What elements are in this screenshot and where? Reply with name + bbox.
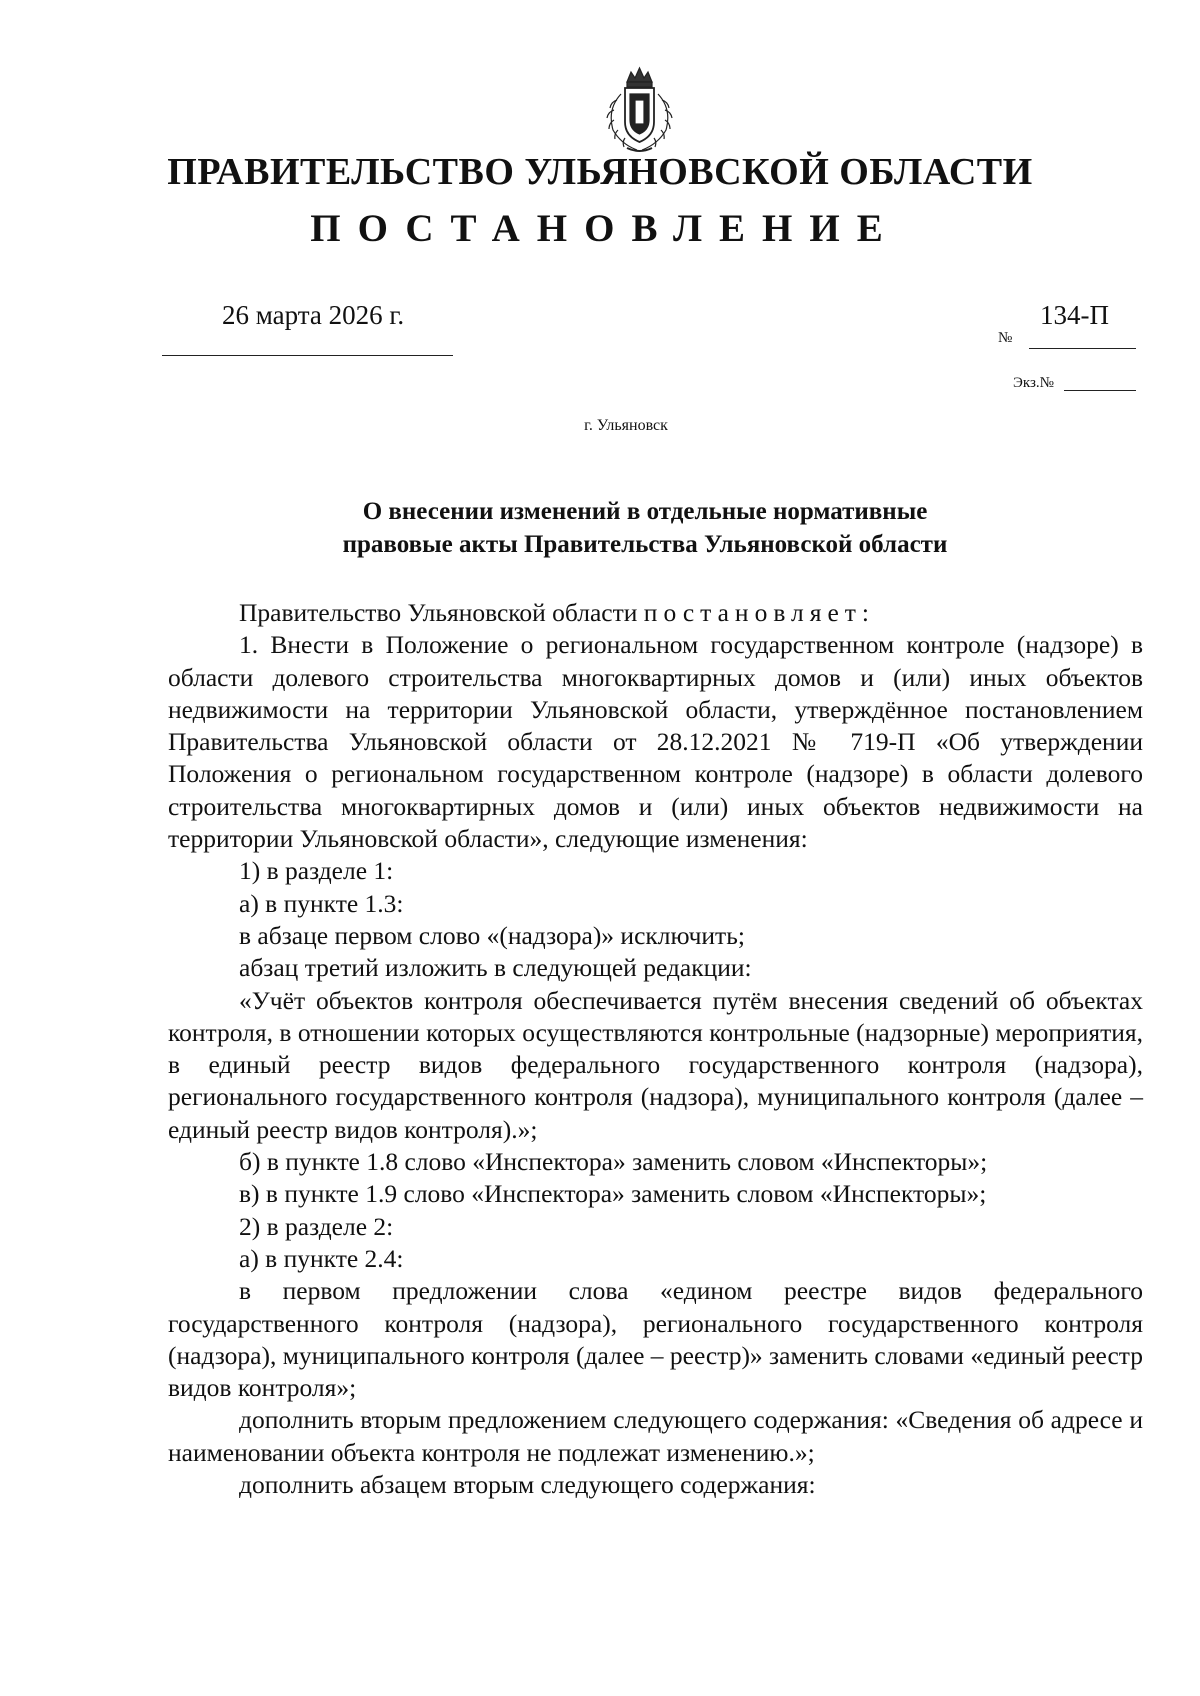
first-sentence-change: в первом предложении слова «едином реестре видов федерального государственного контроля (надзора), регионального государственного контроля (надзора), муниципального контроля (далее – реестр)» заменить словами «единый реестр видов контроля»;: [168, 1276, 1144, 1403]
add-second-paragraph: дополнить абзацем вторым следующего содержания:: [239, 1470, 816, 1500]
document-title: [270, 495, 1020, 561]
document-date: 26 марта 2026 г.: [222, 300, 405, 330]
copy-number-underline: [1064, 390, 1136, 391]
intro-subject: Правительство Ульяновской области: [239, 598, 638, 627]
point-a-1-3: а) в пункте 1.3:: [239, 888, 404, 918]
intro-verb: постановляет:: [643, 598, 876, 627]
add-second-sentence: дополнить вторым предложением следующего содержания: «Сведения об адресе и наименовании объекта контроля не подлежат изменению.»;: [168, 1405, 1143, 1467]
point-a-2-4: а) в пункте 2.4:: [239, 1243, 404, 1273]
third-paragraph-change: абзац третий изложить в следующей редакции:: [239, 953, 752, 983]
item-1-paragraph: 1. Внести в Положение о региональном государственном контроле (надзоре) в области долевого строительства многоквартирных домов и (или) иных объектов недвижимости на территории Ульяновской области, утверждённое постановлением Правительства Ульяновской области от 28.12.2021 № 719-П «Об утверждении Положения о региональном государственном контроле (надзоре) в области долевого строительства многоквартирных домов и (или) иных объектов недвижимости на территории Ульяновской области», следующие изменения:: [168, 630, 1143, 854]
first-paragraph-change: в абзаце первом слово «(надзора)» исключить;: [239, 920, 745, 950]
title-line-2: правовые акты Правительства Ульяновской области: [342, 531, 948, 558]
number-label: №: [998, 330, 1013, 346]
point-b-1-8: б) в пункте 1.8 слово «Инспектора» заменить словом «Инспекторы»;: [239, 1147, 988, 1177]
document-type: ПОСТАНОВЛЕНИЕ: [310, 207, 900, 250]
title-line-1: О внесении изменений в отдельные нормативные: [362, 498, 928, 525]
copy-number-label: Экз.№: [1013, 375, 1054, 391]
number-underline: [1029, 348, 1136, 349]
document-number: 134-П: [1040, 300, 1109, 330]
date-underline: [162, 355, 453, 356]
intro-paragraph: [168, 597, 1143, 629]
section-2-heading: 2) в разделе 2:: [239, 1211, 394, 1241]
city-name: г. Ульяновск: [584, 417, 668, 434]
quoted-new-text: «Учёт объектов контроля обеспечивается путём внесения сведений об объектах контроля, в отношении которых осуществляются контрольные (надзорные) мероприятия, в единый реестр видов федерального государственного контроля (надзора), регионального государственного контроля (надзора), муниципального контроля (далее – единый реестр видов контроля).»;: [168, 985, 1143, 1144]
coat-of-arms-emblem: [597, 64, 682, 156]
point-v-1-9: в) в пункте 1.9 слово «Инспектора» заменить словом «Инспекторы»;: [239, 1179, 987, 1209]
section-1-heading: 1) в разделе 1:: [239, 856, 394, 886]
document-body: [168, 597, 1143, 1501]
government-name: ПРАВИТЕЛЬСТВО УЛЬЯНОВСКОЙ ОБЛАСТИ: [167, 151, 1033, 193]
